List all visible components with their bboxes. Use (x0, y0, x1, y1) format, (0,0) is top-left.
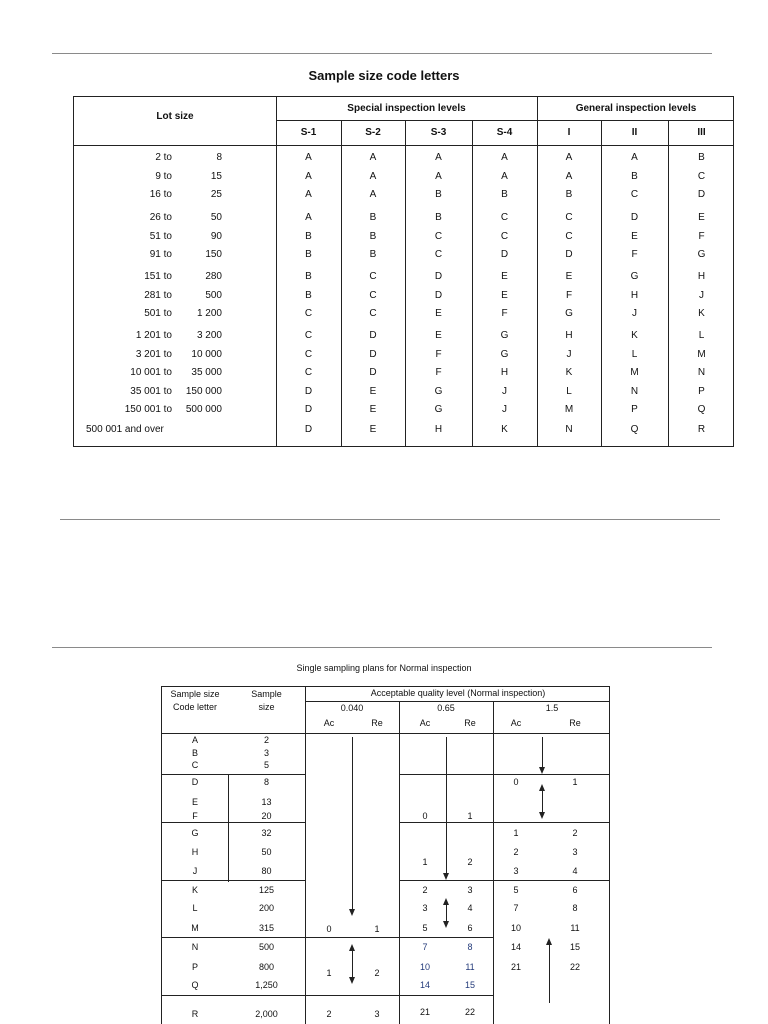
table2-title: Single sampling plans for Normal inspection (296, 663, 472, 673)
lot-size-from: 3 201 to (135, 349, 172, 360)
sample-size: 80 (261, 866, 272, 876)
re-value: 3 (374, 1009, 380, 1019)
code-letter-cell: K (698, 308, 705, 319)
code-letter-cell: D (369, 330, 377, 341)
lot-size-to: 90 (210, 231, 222, 242)
code-letter-cell: A (501, 152, 508, 163)
code-letter-cell: E (698, 212, 705, 223)
code-letter-cell: H (434, 424, 443, 435)
code-letter: P (191, 962, 198, 972)
code-letter-cell: H (697, 271, 706, 282)
re-value: 3 (572, 847, 578, 857)
lot-size-to: 15 (210, 171, 222, 182)
sample-size: 20 (261, 811, 272, 821)
code-letter-cell: E (435, 308, 442, 319)
grid-line (399, 880, 609, 881)
code-letter-cell: J (699, 290, 704, 301)
code-letter-cell: B (305, 271, 312, 282)
code-letter-cell: A (501, 171, 508, 182)
ac-header: Ac (510, 718, 522, 728)
grid-line (405, 120, 406, 446)
grid-line (162, 774, 305, 775)
code-letter-cell: C (434, 231, 443, 242)
code-letter-cell: D (697, 189, 706, 200)
code-letter: B (191, 748, 198, 758)
code-letter: D (191, 777, 199, 787)
re-value: 6 (467, 923, 473, 933)
code-letter-cell: D (630, 212, 639, 223)
code-letter-cell: B (369, 249, 377, 260)
lot-size-to: 3 200 (196, 330, 222, 341)
sample-size: 2,000 (255, 1009, 278, 1019)
code-letter: H (191, 847, 199, 857)
lot-size-to: 35 000 (191, 367, 222, 378)
lot-size-to: 8 (216, 152, 222, 163)
code-letter-cell: A (565, 171, 573, 182)
arrow-down-icon (539, 767, 545, 774)
grid-line (74, 145, 733, 146)
code-letter-cell: F (698, 231, 705, 242)
code-letter-header-2: Code letter (172, 702, 218, 712)
code-letter-cell: D (369, 349, 377, 360)
column-header-ii: II (631, 127, 638, 138)
code-letter-cell: B (305, 231, 312, 242)
code-letter-cell: A (565, 152, 573, 163)
re-value: 6 (572, 885, 578, 895)
ac-value: 10 (510, 923, 521, 933)
arrow-down-icon (539, 812, 545, 819)
aql-level-0040: 0.040 (340, 703, 364, 713)
code-letter-cell: F (631, 249, 638, 260)
sample-size: 800 (258, 962, 275, 972)
aql-level-15: 1.5 (545, 703, 559, 713)
lot-size-from: 10 001 to (130, 367, 172, 378)
ac-value: 21 (510, 962, 521, 972)
code-letter-cell: K (631, 330, 638, 341)
sample-size: 5 (263, 760, 269, 770)
code-letter-cell: A (305, 152, 312, 163)
code-letter-cell: C (434, 249, 443, 260)
arrow-down-icon (352, 737, 353, 909)
grid-line (399, 701, 400, 1024)
sample-size-header-2: size (258, 702, 275, 712)
code-letter-cell: C (565, 231, 573, 242)
re-value: 1 (572, 777, 578, 787)
code-letter-cell: E (501, 271, 508, 282)
ac-value: 14 (419, 980, 430, 990)
code-letter-cell: E (435, 330, 442, 341)
code-letter-cell: F (435, 367, 442, 378)
sample-size: 500 (258, 942, 275, 952)
code-letter: N (191, 942, 199, 952)
ac-header: Ac (323, 718, 335, 728)
separator-top (52, 53, 712, 54)
code-letter: L (192, 903, 198, 913)
code-letter-cell: E (501, 290, 508, 301)
aql-level-065: 0.65 (437, 703, 455, 713)
re-value: 4 (467, 903, 473, 913)
grid-line (399, 995, 493, 996)
code-letter-cell: A (305, 171, 312, 182)
ac-header: Ac (419, 718, 431, 728)
grid-line (305, 937, 493, 938)
code-letter-cell: R (697, 424, 706, 435)
code-letter-cell: D (565, 249, 573, 260)
code-letter-cell: C (304, 330, 313, 341)
ac-value: 2 (326, 1009, 332, 1019)
arrow-up-icon (549, 945, 550, 1003)
arrow-up-icon (539, 784, 545, 791)
re-value: 2 (467, 857, 473, 867)
code-letter-cell: B (305, 290, 312, 301)
code-letter-cell: B (435, 212, 442, 223)
code-letter-cell: C (304, 308, 313, 319)
arrow-up-icon (446, 905, 447, 921)
code-letter: J (192, 866, 198, 876)
arrow-down-icon (349, 977, 355, 984)
code-letter-cell: Q (697, 404, 706, 415)
code-letter-cell: M (697, 349, 706, 360)
sample-size: 125 (258, 885, 275, 895)
code-letter-cell: L (566, 386, 572, 397)
code-letter-cell: B (565, 189, 573, 200)
code-letter-cell: G (500, 349, 509, 360)
grid-line (341, 120, 342, 446)
code-letter-cell: D (369, 367, 377, 378)
code-letter-cell: E (631, 231, 638, 242)
code-letter-cell: D (434, 290, 443, 301)
grid-line (472, 120, 473, 446)
code-letter-cell: C (697, 171, 706, 182)
sample-size: 32 (261, 828, 272, 838)
code-letter-cell: B (369, 212, 377, 223)
arrow-down-icon (446, 737, 447, 873)
code-letter: M (191, 923, 199, 933)
code-letter-cell: B (305, 249, 312, 260)
re-value: 8 (467, 942, 473, 952)
column-header-s1: S-1 (300, 127, 317, 138)
sample-size: 315 (258, 923, 275, 933)
grid-line (493, 701, 494, 1024)
column-header-i: I (567, 127, 571, 138)
code-letter-cell: C (369, 271, 377, 282)
code-letter-cell: H (630, 290, 639, 301)
code-letter-cell: A (305, 212, 312, 223)
code-letter-cell: B (631, 171, 638, 182)
lot-size-to: 280 (205, 271, 222, 282)
code-letter-cell: A (435, 171, 442, 182)
grid-line (305, 701, 609, 702)
arrow-down-icon (349, 909, 355, 916)
code-letter-cell: G (434, 404, 443, 415)
re-header: Re (371, 718, 383, 728)
sample-size: 8 (263, 777, 269, 787)
code-letter-cell: J (502, 404, 507, 415)
code-letters-table (73, 96, 734, 447)
ac-value: 10 (419, 962, 430, 972)
sample-size: 3 (263, 748, 269, 758)
code-letter-cell: G (434, 386, 443, 397)
column-header-s2: S-2 (365, 127, 381, 138)
code-letter-cell: L (698, 330, 705, 341)
code-letter-cell: P (631, 404, 638, 415)
arrow-up-icon (349, 944, 355, 951)
ac-value: 3 (513, 866, 519, 876)
code-letter-cell: B (698, 152, 705, 163)
lot-size-to: 50 (210, 212, 222, 223)
code-letter-cell: B (369, 231, 377, 242)
code-letter-cell: F (435, 349, 442, 360)
lot-size-from: 501 to (144, 308, 172, 319)
lot-size-to: 500 000 (185, 404, 222, 415)
code-letter-cell: J (502, 386, 507, 397)
code-letter-cell: D (304, 424, 313, 435)
column-header-iii: III (697, 127, 706, 138)
ac-value: 14 (510, 942, 521, 952)
code-letter-header-1: Sample size (170, 689, 220, 699)
code-letter-cell: P (698, 386, 705, 397)
column-header-s4: S-4 (496, 127, 513, 138)
code-letter: C (191, 760, 199, 770)
code-letter-cell: G (500, 330, 509, 341)
general-levels-header: General inspection levels (575, 103, 697, 114)
re-value: 2 (572, 828, 578, 838)
sample-size: 13 (261, 797, 272, 807)
lot-size-to: 1 200 (196, 308, 222, 319)
code-letter-cell: F (501, 308, 508, 319)
code-letter: G (191, 828, 199, 838)
separator-middle-2 (52, 647, 712, 648)
code-letter-cell: A (369, 152, 377, 163)
re-value: 11 (570, 923, 580, 933)
re-value: 8 (572, 903, 578, 913)
sample-size-header-1: Sample (251, 689, 282, 699)
re-header: Re (464, 718, 476, 728)
code-letter-cell: K (565, 367, 573, 378)
code-letter-cell: G (697, 249, 706, 260)
code-letter-cell: F (565, 290, 573, 301)
re-value: 1 (467, 811, 473, 821)
code-letter-cell: M (564, 404, 574, 415)
grid-line (162, 937, 305, 938)
code-letter-cell: E (565, 271, 573, 282)
grid-line (162, 733, 609, 734)
code-letter-cell: M (630, 367, 639, 378)
code-letter-cell: C (630, 189, 639, 200)
code-letter-cell: C (369, 290, 377, 301)
code-letter-cell: C (304, 367, 313, 378)
code-letter-cell: Q (630, 424, 639, 435)
lot-size-from: 91 to (149, 249, 172, 260)
lot-size-from: 151 to (144, 271, 172, 282)
code-letter-cell: K (501, 424, 508, 435)
ac-value: 5 (513, 885, 519, 895)
ac-value: 2 (422, 885, 428, 895)
sample-size: 1,250 (255, 980, 278, 990)
re-value: 22 (464, 1007, 475, 1017)
lot-size-to: 150 (205, 249, 222, 260)
code-letter-cell: C (500, 212, 509, 223)
code-letter-cell: E (369, 386, 377, 397)
lot-size-to: 150 000 (185, 386, 222, 397)
code-letter-cell: G (565, 308, 573, 319)
code-letter-cell: G (630, 271, 639, 282)
ac-value: 0 (422, 811, 428, 821)
code-letter: F (192, 811, 198, 821)
code-letter: A (191, 735, 198, 745)
lot-size-to: 10 000 (191, 349, 222, 360)
ac-value: 7 (422, 942, 428, 952)
grid-line (305, 687, 306, 1024)
sampling-plan-table (161, 686, 610, 1024)
arrow-up-icon (352, 951, 353, 977)
special-levels-header: Special inspection levels (347, 103, 466, 114)
re-value: 3 (467, 885, 473, 895)
code-letter-cell: H (500, 367, 509, 378)
lot-size-from: 26 to (149, 212, 172, 223)
code-letter-cell: D (304, 404, 313, 415)
code-letter-cell: N (630, 386, 639, 397)
code-letter-cell: C (500, 231, 509, 242)
grid-line (601, 120, 602, 446)
aql-header: Acceptable quality level (Normal inspection) (370, 688, 546, 698)
code-letter-cell: A (369, 171, 377, 182)
code-letter-cell: A (305, 189, 312, 200)
lot-size-from: 500 001 and over (86, 424, 164, 435)
code-letter-cell: C (565, 212, 573, 223)
code-letter-cell: D (500, 249, 509, 260)
lot-size-from: 35 001 to (130, 386, 172, 397)
grid-line (668, 120, 669, 446)
ac-value: 2 (513, 847, 519, 857)
code-letter-cell: C (304, 349, 313, 360)
ac-value: 1 (513, 828, 519, 838)
lot-size-from: 9 to (155, 171, 172, 182)
re-value: 15 (464, 980, 475, 990)
table1-title: Sample size code letters (308, 68, 460, 83)
re-value: 1 (374, 924, 380, 934)
grid-line (162, 822, 305, 823)
arrow-up-icon (542, 791, 543, 812)
grid-line (162, 995, 305, 996)
code-letter-cell: L (631, 349, 638, 360)
code-letter-cell: E (369, 424, 377, 435)
re-value: 11 (465, 962, 475, 972)
grid-line (399, 774, 609, 775)
code-letter-cell: D (304, 386, 313, 397)
code-letter-cell: J (566, 349, 572, 360)
code-letter: Q (191, 980, 199, 990)
code-letter: K (191, 885, 198, 895)
column-header-s3: S-3 (430, 127, 447, 138)
code-letter-cell: N (697, 367, 706, 378)
ac-value: 0 (513, 777, 519, 787)
arrow-up-icon (443, 898, 449, 905)
code-letter-cell: D (434, 271, 443, 282)
sample-size: 200 (258, 903, 275, 913)
grid-line (162, 880, 305, 881)
ac-value: 0 (326, 924, 332, 934)
code-letter-cell: J (632, 308, 637, 319)
re-value: 2 (374, 968, 380, 978)
re-header: Re (569, 718, 581, 728)
lot-size-from: 1 201 to (135, 330, 172, 341)
re-value: 15 (569, 942, 580, 952)
re-value: 22 (569, 962, 580, 972)
sample-size: 50 (261, 847, 272, 857)
arrow-up-icon (546, 938, 552, 945)
lot-size-from: 51 to (149, 231, 172, 242)
ac-value: 1 (326, 968, 332, 978)
re-value: 4 (572, 866, 578, 876)
arrow-down-icon (443, 873, 449, 880)
code-letter-cell: B (501, 189, 508, 200)
code-letter-cell: A (369, 189, 377, 200)
grid-line (305, 995, 399, 996)
lot-size-from: 281 to (144, 290, 172, 301)
separator-middle-1 (60, 519, 720, 520)
code-letter-cell: A (631, 152, 638, 163)
code-letter-cell: C (369, 308, 377, 319)
lot-size-from: 150 001 to (124, 404, 172, 415)
code-letter-cell: N (565, 424, 573, 435)
lot-size-header: Lot size (156, 111, 194, 122)
lot-size-from: 16 to (149, 189, 172, 200)
lot-size-from: 2 to (155, 152, 172, 163)
ac-value: 7 (513, 903, 519, 913)
ac-value: 3 (422, 903, 428, 913)
lot-size-to: 500 (205, 290, 222, 301)
ac-value: 21 (419, 1007, 430, 1017)
grid-line (276, 120, 733, 121)
lot-size-to: 25 (210, 189, 222, 200)
arrow-down-icon (443, 921, 449, 928)
code-letter-cell: B (435, 189, 442, 200)
code-letter: E (191, 797, 198, 807)
arrow-down-icon (542, 737, 543, 767)
code-letter-cell: A (435, 152, 442, 163)
ac-value: 5 (422, 923, 428, 933)
code-letter-cell: E (369, 404, 377, 415)
grid-line (399, 822, 609, 823)
sample-size: 2 (263, 735, 269, 745)
ac-value: 1 (422, 857, 428, 867)
code-letter-cell: H (565, 330, 573, 341)
code-letter: R (191, 1009, 199, 1019)
